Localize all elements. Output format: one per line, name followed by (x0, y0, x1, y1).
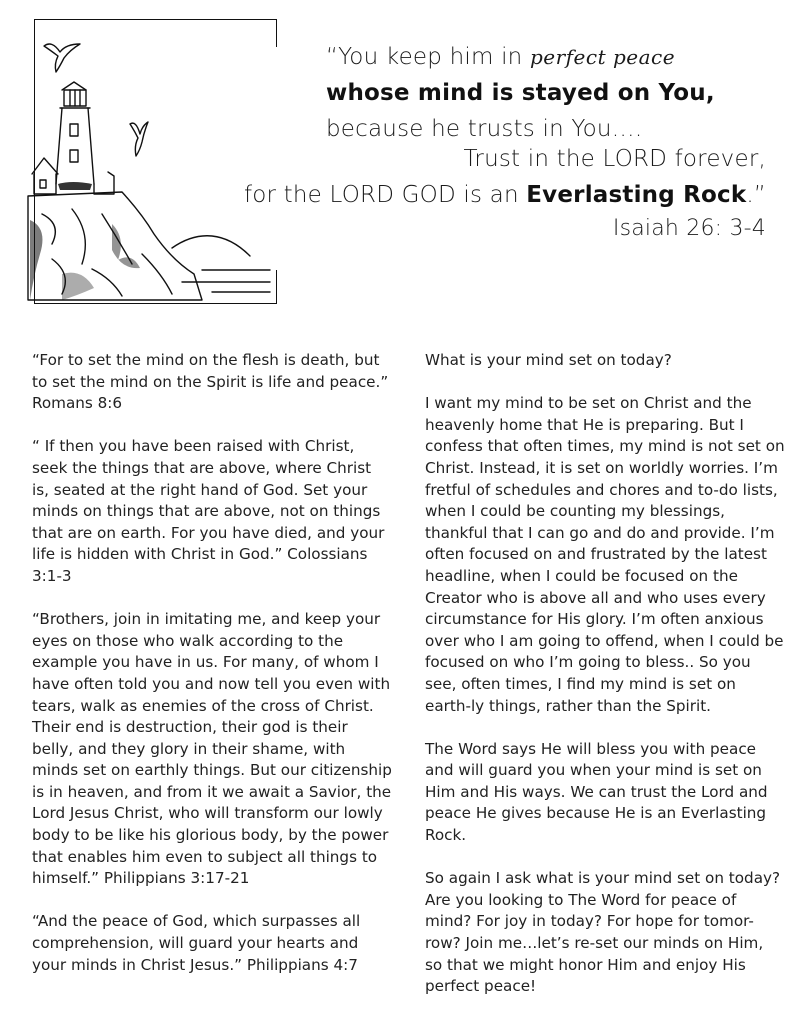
frame-right-line (276, 19, 277, 47)
left-paragraph: “And the peace of God, which surpasses all comprehension, will guard your hearts and your minds in Christ Jesus.” Philippians 4:7 (32, 912, 361, 974)
seagull-icon (130, 122, 148, 156)
right-paragraph: I want my mind to be set on Christ and the heavenly home that He is preparing. But I confess that often times, my mind is not set on Christ. Instead, it is set on worldly worries. I’m fretful of schedules and chores and to-do lists, when I could be counting my blessings, thankful that I can go and do and provide. I’m often focused on and frustrated by the latest headline, when I could be focused on the Creator who is above all and who uses every circumstance for His glory. I’m often anxious over who I am going to offend, when I could be focused on who I’m going to bless.. So you see, often times, I find my mind is set on earth-ly things, rather than the Spirit. (425, 394, 785, 715)
right-column (425, 350, 785, 1019)
quote-line-4: Trust in the LORD forever, (463, 146, 766, 172)
frame-right-lower-line (276, 270, 277, 304)
frame-top-line (34, 19, 276, 20)
quote-line-2: whose mind is stayed on You, (326, 80, 715, 106)
quote-line-3: because he trusts in You…. (326, 116, 643, 142)
quote-line-1 (326, 44, 675, 70)
frame-bottom-line (34, 303, 276, 304)
right-paragraph: The Word says He will bless you with peace and will guard you when your mind is set on Him and His ways. We can trust the Lord and peace He gives because He is an Everlasting Rock. (425, 739, 768, 845)
seagull-icon (44, 44, 80, 72)
quote-line-1-text: “You keep him in (326, 44, 530, 70)
left-paragraph: “Brothers, join in imitating me, and keep your eyes on those who walk according to the example you have in us. For many, of whom I have often told you and now tell you even with tears, walk as enemies of the cross of Christ. Their end is destruction, their god is their belly, and they glory in their shame, with minds set on earthly things. But our citizenship is in heaven, and from it we await a Savior, the Lord Jesus Christ, who will transform our lowly body to be like his glorious body, by the power that enables him even to subject all things to himself.” Philippians 3:17-21 (32, 610, 392, 888)
scripture-reference: Isaiah 26: 3-4 (612, 216, 766, 241)
quote-bold-phrase: Everlasting Rock (526, 182, 747, 208)
lighthouse-illustration (22, 24, 272, 302)
quote-line-5 (244, 182, 766, 208)
right-paragraph: What is your mind set on today? (425, 351, 672, 369)
left-paragraph: “For to set the mind on the flesh is death, but to set the mind on the Spirit is life and peace.” Romans 8:6 (32, 351, 389, 413)
left-column (32, 350, 392, 998)
right-paragraph: So again I ask what is your mind set on today? Are you looking to The Word for peace of mind? For joy in today? For hope for tomor-row? Join me…let’s re-set our minds on Him, so that we might honor Him and enjoy His perfect peace! (425, 869, 781, 996)
left-paragraph: “ If then you have been raised with Christ, seek the things that are above, where Christ is, seated at the right hand of God. Set your minds on things that are above, not on things that are on earth. For you have died, and your life is hidden with Christ in God.” Colossians 3:1-3 (32, 437, 385, 585)
quote-line-5-suffix: .” (746, 182, 766, 208)
quote-script-phrase: perfect peace (529, 45, 676, 69)
quote-line-5-prefix: for the LORD GOD is an (243, 182, 527, 208)
